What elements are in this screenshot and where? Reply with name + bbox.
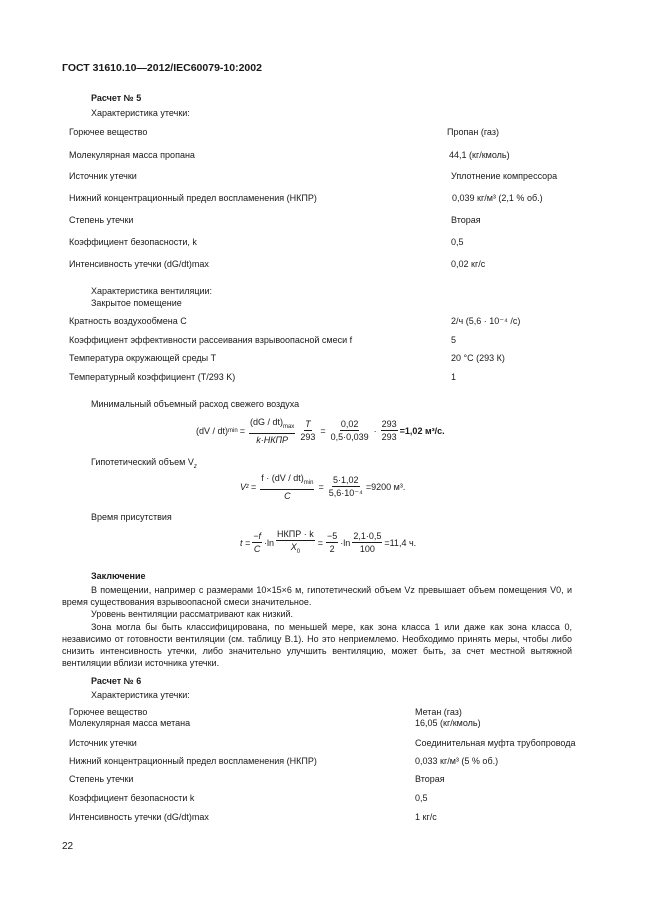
- eq3-n3: −5: [327, 531, 338, 542]
- row-label: Интенсивность утечки (dG/dt)max: [69, 812, 209, 822]
- eq1-d4: 293: [381, 432, 397, 443]
- eq3-frac-3: [326, 530, 338, 555]
- conclusion-paragraph-1: В помещении, например с размерами 10×15×6 м, гипотетический объем Vz превышает объем помещения V0, и время существования взрывоопасной смеси значительное.: [62, 585, 572, 608]
- calc5-vent-heading: Характеристика вентиляции:: [91, 286, 213, 296]
- row-value: 1: [451, 372, 457, 382]
- row-label: Температурный коэффициент (T/293 K): [69, 372, 236, 382]
- row-label: Температура окружающей среды T: [69, 353, 217, 363]
- eq2-result: =9200 м³.: [365, 481, 406, 492]
- row-label: Степень утечки: [69, 774, 134, 784]
- hyp-volume-sub: z: [193, 463, 197, 470]
- row-value: 20 °C (293 К): [451, 353, 505, 363]
- row-label: Интенсивность утечки (dG/dt)max: [69, 259, 209, 269]
- row-label: Кратность воздухообмена C: [69, 316, 187, 326]
- eq3-d3: 2: [329, 544, 335, 555]
- eq1-d3: 0,5·0,039: [330, 432, 369, 443]
- calc6-title: Расчет № 6: [91, 676, 142, 686]
- eq3-frac-2: [276, 528, 315, 558]
- eq3-d4: 100: [359, 544, 375, 555]
- eq3-n1: −f: [253, 531, 262, 542]
- hyp-volume-label: [91, 457, 197, 470]
- row-value: 0,039 кг/м³ (2,1 % об.): [452, 193, 543, 203]
- page-number: 22: [62, 841, 74, 852]
- eq1-frac-1: [249, 416, 295, 446]
- eq1-lhs-sub: min: [228, 427, 238, 434]
- eq2-lhs-sub: z: [246, 483, 250, 490]
- conclusion-paragraph-2: Уровень вентиляции рассматривают как низкий.: [91, 609, 294, 620]
- eq2-frac-1: [260, 472, 314, 502]
- row-label: Источник утечки: [69, 738, 137, 748]
- eq3-frac-4: [352, 530, 382, 555]
- eq2-n2: 5·1,02: [333, 475, 359, 486]
- presence-label: Время присутствия: [91, 512, 172, 522]
- equation-hyp-volume: V z = $\frac{f \cdot (dV / dt)_{min}}{C}$ = $\frac{5\cdot 1,02}{\text{5,6·10⁻⁴}}$ =9200 м³.: [240, 473, 406, 501]
- eq3-d2-sub: 0: [296, 548, 301, 555]
- eq1-lhs: (dV / dt): [196, 425, 229, 436]
- eq1-result: =1,02 м³/с.: [399, 425, 445, 436]
- row-value: Соединительная муфта трубопровода: [415, 738, 576, 748]
- row-value: Метан (газ): [415, 707, 462, 717]
- calc6-leak-heading: Характеристика утечки:: [91, 690, 190, 700]
- hyp-volume-text: Гипотетический объем V: [91, 457, 194, 467]
- calc5-title: Расчет № 5: [91, 93, 142, 103]
- row-value: 0,02 кг/с: [451, 259, 486, 269]
- row-label: Коэффициент эффективности рассеивания взрывоопасной смеси f: [69, 335, 353, 345]
- row-label: Коэффициент безопасности k: [69, 793, 195, 803]
- eq1-frac-4: [381, 418, 398, 443]
- eq3-n4: 2,1·0,5: [353, 531, 382, 542]
- eq1-d1: k·НКПР: [256, 434, 289, 445]
- eq2-d2: 5,6·10⁻⁴: [328, 488, 363, 499]
- row-value: 5: [451, 335, 457, 345]
- row-value: 0,033 кг/м³ (5 % об.): [415, 756, 499, 766]
- conclusion-paragraph-3: Зона могла бы быть классифицирована, по меньшей мере, как зона класса 1 или даже как зона класса 0, независимо от готовности вентиляции (см. таблицу В.1). Но это неприемлемо. Необходимо принять меры, чтобы либо снизить интенсивность утечки, либо значительно улучшить вентиляцию, может быть, за счет местной вытяжной вентиляции вблизи источника утечки.: [62, 621, 572, 669]
- eq1-n1: (dG / dt): [249, 417, 283, 427]
- row-label: Нижний концентрационный предел воспламенения (НКПР): [69, 193, 317, 203]
- row-label: Молекулярная масса пропана: [69, 150, 195, 160]
- eq2-n1: f · (dV / dt): [261, 473, 304, 483]
- row-label: Молекулярная масса метана: [69, 718, 191, 728]
- row-label: Источник утечки: [69, 171, 137, 181]
- document-header: ГОСТ 31610.10—2012/IEC60079-10:2002: [62, 62, 262, 74]
- equation-presence-time: [240, 528, 416, 558]
- eq2-n1-sub: min: [303, 479, 314, 486]
- row-value: 1 кг/с: [415, 812, 437, 822]
- eq3-d2: X: [290, 542, 297, 552]
- eq3-d1: C: [253, 544, 261, 555]
- eq1-frac-3: [330, 418, 370, 443]
- row-label: Горючее вещество: [69, 707, 148, 717]
- row-value: 16,05 (кг/кмоль): [415, 718, 481, 728]
- eq3-ln2: ·ln: [340, 537, 351, 548]
- eq3-n2: НКПР · k: [277, 529, 314, 539]
- min-flow-label: Минимальный объемный расход свежего воздуха: [91, 399, 300, 409]
- eq3-lhs: t =: [240, 537, 251, 548]
- eq1-n4: 293: [381, 419, 397, 430]
- row-value: Уплотнение компрессора: [451, 171, 558, 181]
- calc5-vent-sub: Закрытое помещение: [91, 298, 182, 308]
- eq1-frac-2: [299, 418, 316, 443]
- eq3-frac-1: [252, 530, 262, 555]
- row-value: Пропан (газ): [447, 127, 499, 137]
- eq3-result: =11,4 ч.: [384, 537, 417, 548]
- eq3-equals: =: [317, 537, 324, 548]
- eq1-n2: T: [305, 419, 311, 430]
- calc5-leak-heading: Характеристика утечки:: [91, 108, 190, 118]
- row-value: 44,1 (кг/кмоль): [449, 150, 510, 160]
- eq2-frac-2: [328, 474, 364, 499]
- conclusion-title: Заключение: [91, 571, 146, 581]
- equation-min-flow: (dV / dt) min = $\frac{(dG / dt)_{max}}{\text{k·НКПР}}$ $\frac{T}{293}$ = $\frac{0,02}{0,5\cdot 0,039}$ · $\frac{293}{293}$ =1,02 м³/с.: [196, 417, 445, 445]
- row-value: 0,5: [451, 237, 464, 247]
- row-value: 0,5: [415, 793, 428, 803]
- eq1-n3: 0,02: [340, 419, 359, 430]
- eq3-ln1: ·ln: [264, 537, 275, 548]
- row-value: 2/ч (5,6 · 10⁻⁴ /c): [451, 316, 521, 326]
- row-label: Степень утечки: [69, 215, 134, 225]
- eq1-d2: 293: [300, 432, 316, 443]
- row-label: Горючее вещество: [69, 127, 148, 137]
- eq1-n1-sub: max: [282, 423, 295, 430]
- row-label: Нижний концентрационный предел воспламенения (НКПР): [69, 756, 317, 766]
- row-label: Коэффициент безопасности, k: [69, 237, 197, 247]
- row-value: Вторая: [415, 774, 445, 784]
- conclusion-text: [62, 584, 572, 669]
- eq2-lhs: V: [240, 481, 247, 492]
- row-value: Вторая: [451, 215, 481, 225]
- eq2-d1: C: [284, 490, 291, 501]
